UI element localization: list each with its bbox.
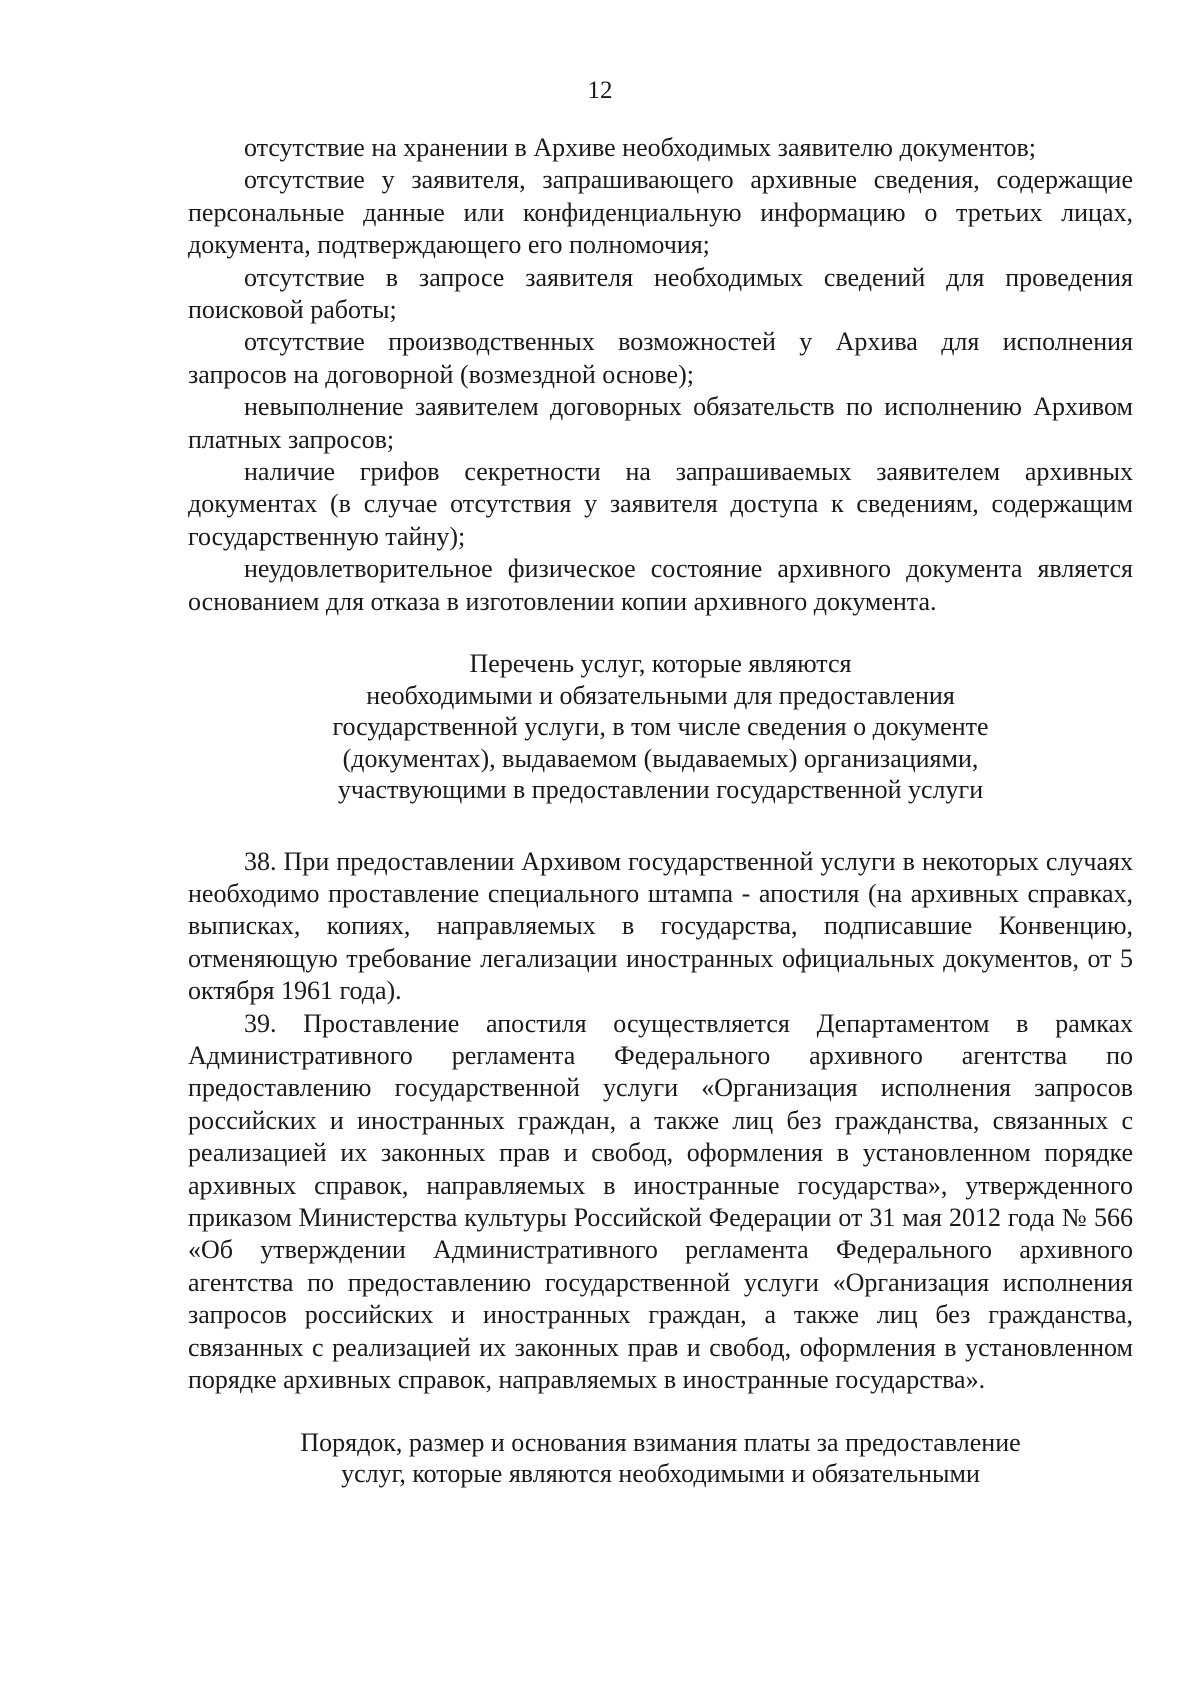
heading-line: участвующими в предоставлении государственной услуги: [337, 775, 984, 805]
paragraph: невыполнение заявителем договорных обязательств по исполнению Архивом платных запросов;: [188, 392, 1133, 454]
paragraph: неудовлетворительное физическое состояние архивного документа является основанием для отказа в изготовлении копии архивного документа.: [188, 554, 1133, 616]
page-content: [188, 132, 1133, 1490]
apostille-section: [188, 846, 1133, 1397]
page-number: 12: [587, 77, 613, 104]
paragraph: отсутствие производственных возможностей у Архива для исполнения запросов на договорной (возмездной основе);: [188, 327, 1133, 389]
paragraph-39: 39. Проставление апостиля осуществляется Департаментом в рамках Административного регламента Федерального архивного агентства по предоставлению государственной услуги «Организация исполнения запросов российских и иностранных граждан, а также лиц без гражданства, связанных с реализацией их законных прав и свобод, оформления в установленном порядке архивных справок, направляемых в иностранные государства», утвержденного приказом Министерства культуры Российской Федерации от 31 мая 2012 года № 566 «Об утверждении Административного регламента Федерального архивного агентства по предоставлению государственной услуги «Организация исполнения запросов российских и иностранных граждан, а также лиц без гражданства, связанных с реализацией их законных прав и свобод, оформления в установленном порядке архивных справок, направляемых в иностранные государства».: [188, 1008, 1133, 1395]
heading-line: необходимыми и обязательными для предоставления: [366, 680, 955, 710]
heading-line: (документах), выдаваемом (выдаваемых) организациями,: [342, 743, 979, 773]
heading-line: Порядок, размер и основания взимания платы за предоставление: [300, 1427, 1021, 1457]
paragraph: отсутствие на хранении в Архиве необходимых заявителю документов;: [244, 133, 1037, 162]
section-heading-services-list: [188, 648, 1133, 806]
paragraph: отсутствие в запросе заявителя необходимых сведений для проведения поисковой работы;: [188, 262, 1133, 325]
section-heading-fees: [188, 1427, 1133, 1490]
paragraph: отсутствие у заявителя, запрашивающего архивные сведения, содержащие персональные данные или конфиденциальную информацию о третьих лицах, документа, подтверждающего его полномочия;: [188, 165, 1133, 260]
heading-line: услуг, которые являются необходимыми и обязательными: [341, 1459, 980, 1488]
heading-line: Перечень услуг, которые являются: [469, 649, 852, 679]
paragraph: наличие грифов секретности на запрашиваемых заявителем архивных документах (в случае отсутствия у заявителя доступа к сведениям, содержащим государственную тайну);: [188, 457, 1133, 551]
refusal-grounds-list: [188, 132, 1133, 618]
paragraph-38: 38. При предоставлении Архивом государственной услуги в некоторых случаях необходимо проставление специального штампа - апостиля (на архивных справках, выписках, копиях, направляемых в государства, подписавшие Конвенцию, отменяющую требование легализации иностранных официальных документов, от 5 октября 1961 года).: [188, 846, 1133, 1006]
heading-line: государственной услуги, в том числе сведения о документе: [332, 712, 989, 742]
